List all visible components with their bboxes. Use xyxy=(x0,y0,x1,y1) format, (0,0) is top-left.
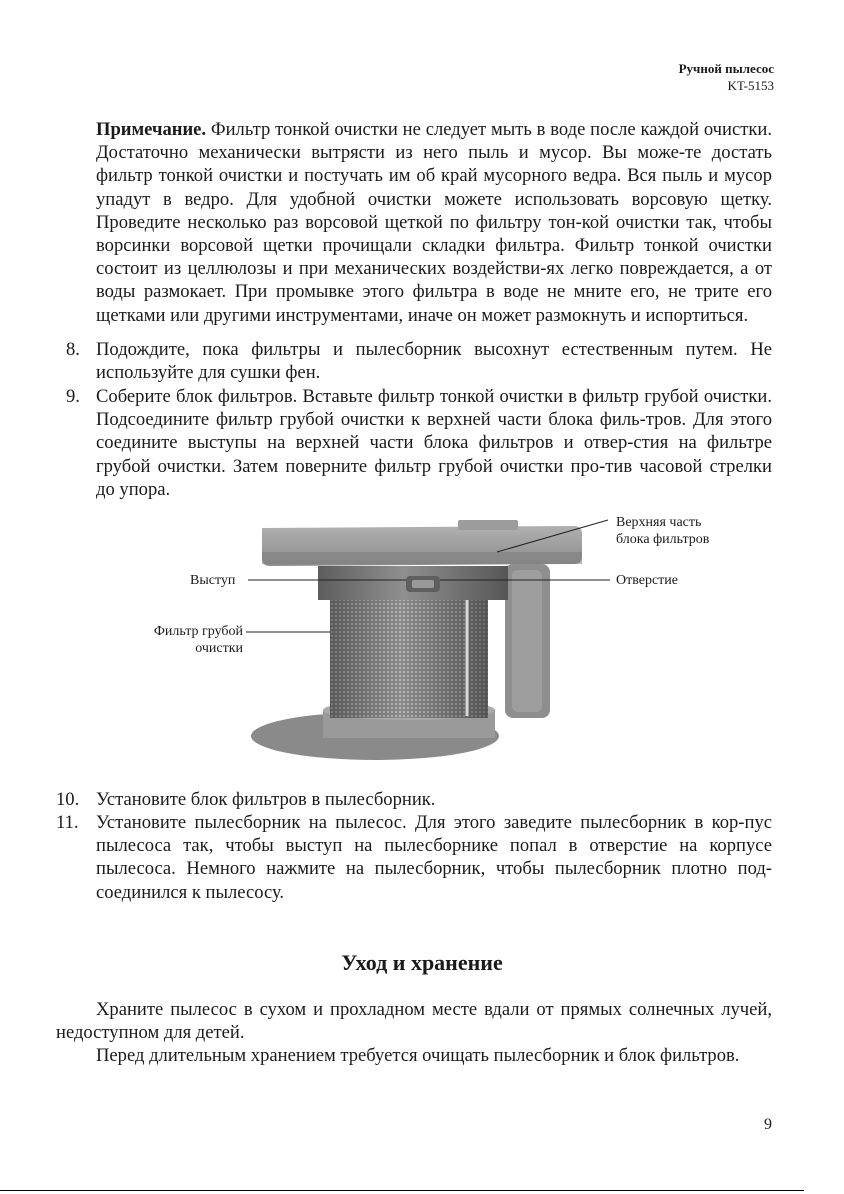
step-9-text: Соберите блок фильтров. Вставьте фильтр тонкой очистки в фильтр грубой очистки. Подсоедините фильтр грубой очистки к верхней части блока филь-тров. Для этого соедините выступы на верхней части блока фильтров и отвер-стия на фильтре грубой очистки. Затем поверните фильтр грубой очистки про-тив часовой стрелки до упора. xyxy=(96,386,772,500)
bottom-rule xyxy=(0,1190,804,1191)
running-header xyxy=(679,60,774,94)
label-top-part-line1: Верхняя часть xyxy=(616,515,702,530)
note-paragraph xyxy=(96,118,772,327)
header-title: Ручной пылесос xyxy=(678,61,774,76)
label-tab: Выступ xyxy=(190,573,236,588)
step-10-text: Установите блок фильтров в пылесборник. xyxy=(96,789,436,810)
note-label: Примечание. xyxy=(96,119,207,140)
note-text: Фильтр тонкой очистки не следует мыть в воде после каждой очистки. Достаточно механически вытрясти из него пыль и мусор. Вы може-те достать фильтр тонкой очистки и постучать им об край мусорного ведра. Вся пыль и мусор упадут в ведро. Для удобной очистки можете использовать ворсовую щетку. Проведите несколько раз ворсовой щеткой по фильтру тон-кой очистки так, чтобы ворсинки ворсовой щетки прочищали складки фильтра. Фильтр тонкой очистки состоит из целлюлозы и при механических воздействи-ях легко повреждается, а от воды размокает. При промывке этого фильтра в воде не мните его, не трите его щетками или другими инструментами, иначе он может размокнуть и испортиться. xyxy=(96,119,772,326)
storage-paragraph-2: Перед длительным хранением требуется очищать пылесборник и блок фильтров. xyxy=(96,1045,740,1066)
step-11-number: 11. xyxy=(56,812,79,833)
label-top-part-line2: блока фильтров xyxy=(616,532,710,547)
label-coarse-filter xyxy=(140,623,243,657)
step-8-number: 8. xyxy=(66,339,80,360)
header-model: KT-5153 xyxy=(727,78,774,93)
step-11-text: Установите пылесборник на пылесос. Для этого заведите пылесборник в кор-пус пылесоса так, чтобы выступ на пылесборнике попал в отверстие на корпусе пылесоса. Немного нажмите на пылесборник, чтобы пылесборник плотно под-соединился к пылесосу. xyxy=(96,812,772,903)
step-8-text: Подождите, пока фильтры и пылесборник высохнут естественным путем. Не используйте для сушки фен. xyxy=(96,339,772,384)
label-coarse-filter-line1: Фильтр грубой xyxy=(153,624,243,639)
section-heading: Уход и хранение xyxy=(341,950,503,975)
filter-block-figure xyxy=(130,506,750,776)
step-10-number: 10. xyxy=(56,789,80,810)
label-hole: Отверстие xyxy=(616,573,679,588)
storage-paragraph-1: Храните пылесос в сухом и прохладном месте вдали от прямых солнечных лучей, недоступном для детей. xyxy=(56,999,772,1044)
label-top-part xyxy=(616,514,709,548)
step-9-number: 9. xyxy=(66,386,80,407)
page-number: 9 xyxy=(764,1116,772,1133)
label-coarse-filter-line2: очистки xyxy=(195,641,243,656)
